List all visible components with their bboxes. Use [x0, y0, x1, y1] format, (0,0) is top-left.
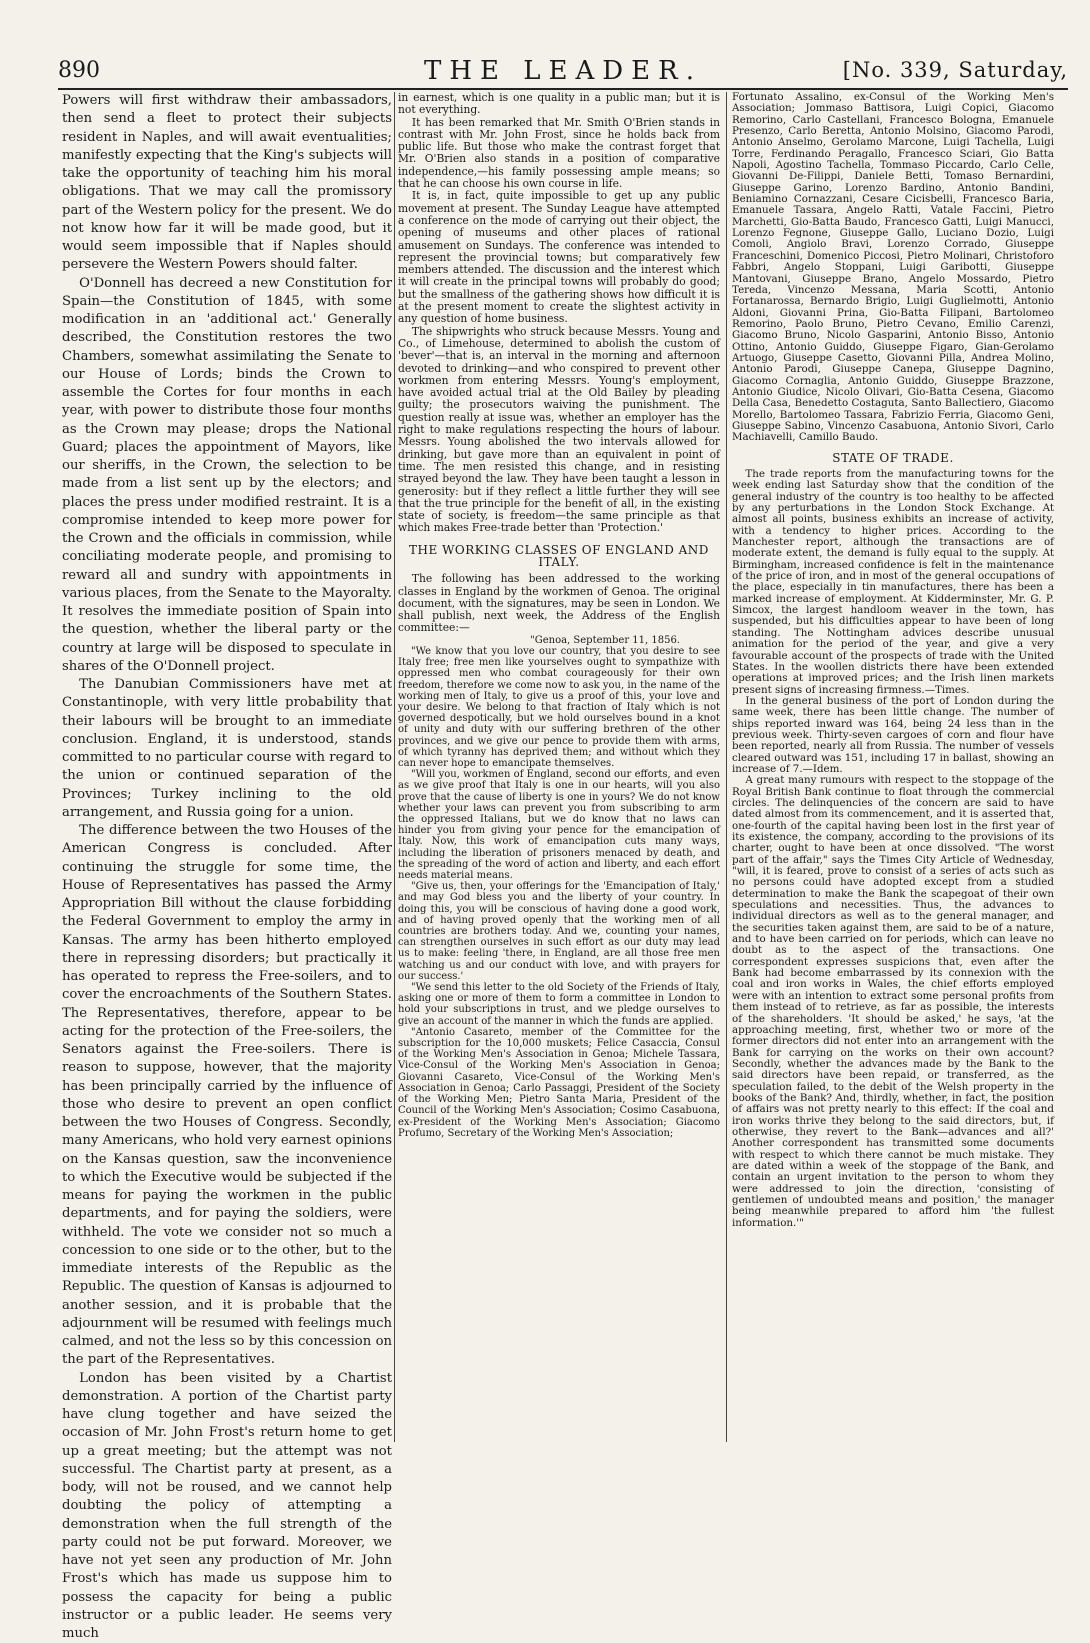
- column-divider: [394, 92, 395, 1442]
- paragraph: The difference between the two Houses of the American Congress is concluded. After continuing the struggle for some time, the House of Representatives has passed the Army Appropriation Bill without the clause forbidding the Federal Government to employ the army in Kansas. The army has been hitherto employed there in repressing disorders; but practically it has operated to repress the Free-soilers, and to cover the encroachments of the Southern States. The Representatives, therefore, appear to be acting for the protection of the Free-soilers, the Senators against the Free-soilers. There is reason to suppose, however, that the majority has been principally carried by the influence of those who desire to prevent an open conflict between the two Houses of Congress. Secondly, many Americans, who hold very earnest opinions on the Kansas question, saw the inconvenience to which the Executive would be subjected if the means for paying the workmen in the public departments, and for paying the soldiers, were withheld. The vote we consider not so much a concession to one side or to the other, but to the immediate interests of the Republic as the Republic. The question of Kansas is adjourned to another session, and it is probable that the adjournment will be resumed with feelings much calmed, and not the less so by this concession on the part of the Representatives.: [62, 822, 392, 1370]
- signatories-list: Fortunato Assalino, ex-Consul of the Working Men's Association; Jommaso Battisora, Luigi Copici, Giacomo Remorino, Carlo Castellani, Francesco Bologna, Emanuele Presenzo, Carlo Beretta, Antonio Molsino, Giacomo Parodi, Antonio Anselmo, Gerolamo Marcone, Luigi Tachella, Luigi Torre, Ferdinando Peragallo, Francesco Sciari, Gio Batta Napoli, Agostino Tachella, Tommaso Piccardo, Carlo Celle, Giovanni De-Filippi, Daniele Betti, Tomaso Bernardini, Giuseppe Garino, Lorenzo Bardino, Antonio Bandini, Beniamino Cornazzani, Cesare Cicisbelli, Francesco Baria, Emanuele Tassara, Angelo Ratti, Vatale Faccini, Pietro Marchetti, Gio-Batta Baudo, Francesco Gatti, Luigi Manucci, Lorenzo Fegnone, Giuseppe Gallo, Luciano Dozio, Luigi Comoli, Angiolo Bravi, Lorenzo Corrado, Giuseppe Franceschini, Domenico Piccosi, Pietro Molinari, Christoforo Fabbri, Angelo Stoppani, Luigi Garibotti, Giuseppe Mantovani, Giuseppe Brano, Angelo Mossardo, Pietro Tereda, Vincenzo Messana, Maria Scotti, Antonio Fortanarossa, Bernardo Brigio, Luigi Guglielmotti, Antonio Aldoni, Giovanni Prina, Gio-Batta Filipani, Bartolomeo Remorino, Paolo Bruno, Pietro Cevano, Emilio Carenzi, Giacomo Bruno, Nicolo Gasparini, Antonio Bisso, Antonio Ottino, Antonio Guiddo, Giuseppe Figaro, Gian-Gerolamo Artuogo, Giuseppe Casetto, Giovanni Pilla, Andrea Molino, Antonio Parodi, Giuseppe Canepa, Giuseppe Dagnino, Giacomo Cornaglia, Antonio Guiddo, Giuseppe Brazzone, Antonio Giudice, Nicolo Olivari, Gio-Batta Cesena, Giacomo Della Casa, Benedetto Costaguta, Santo Ballectiero, Giacomo Morello, Bartolomeo Tassara, Fabrizio Ferria, Giacomo Geni, Giuseppe Sabino, Vincenzo Casabuona, Antonio Sivori, Carlo Machiavelli, Camillo Baudo.: [732, 92, 1054, 444]
- letter-dateline: "Genoa, September 11, 1856.: [398, 635, 680, 646]
- quoted-paragraph: "We send this letter to the old Society of the Friends of Italy, asking one or more of them to form a committee in London to hold your subscriptions in trust, and we pledge ourselves to give an account of the manner in which the funds are applied.: [398, 982, 720, 1027]
- column-right: [732, 92, 1054, 1442]
- paragraph: The following has been addressed to the working classes in England by the workmen of Genoa. The original document, with the signatures, may be seen in London. We shall publish, next week, the Address of the English committee:—: [398, 573, 720, 634]
- paragraph: in earnest, which is one quality in a public man; but it is not everything.: [398, 92, 720, 117]
- quoted-paragraph: "Give us, then, your offerings for the 'Emancipation of Italy,' and may God bless you and the liberty of your country. In doing this, you will be conscious of having done a good work, and of having proved openly that the working men of all countries are brothers today. And we, counting your names, can strengthen ourselves in such effort as our duty may lead us to make: feeling 'there, in England, are all those free men watching us and our conduct with love, and with prayers for our success.': [398, 881, 720, 982]
- paragraph: The trade reports from the manufacturing towns for the week ending last Saturday show that the condition of the general industry of the country is too healthy to be affected by any perturbations in the London Stock Exchange. At almost all points, business exhibits an increase of activity, with a tendency to higher prices. According to the Manchester report, although the transactions are of moderate extent, the demand is fully equal to the supply. At Birmingham, increased confidence is felt in the maintenance of the price of iron, and in most of the general occupations of the place, especially in tin manufactures, there has been a marked increase of employment. At Kidderminster, Mr. G. P. Simcox, the largest handloom weaver in the town, has suspended, but his difficulties appear to have been of long standing. The Nottingham advices describe unusual animation for the period of the year, and give a very favourable account of the prospects of trade with the United States. In the woollen districts there have been extended operations at improved prices; and the Irish linen markets present signs of increasing firmness.—Times.: [732, 469, 1054, 696]
- column-middle: [398, 92, 720, 1442]
- paragraph: London has been visited by a Chartist demonstration. A portion of the Chartist party have clung together and have seized the occasion of Mr. John Frost's return home to get up a great meeting; but the attempt was not successful. The Chartist party at present, as a body, will not be roused, and we cannot help doubting the policy of attempting a demonstration when the full strength of the party could not be put forward. Moreover, we have not yet seen any production of Mr. John Frost's which has made us suppose him to possess the capacity for being a public instructor or a public leader. He seems very much: [62, 1370, 392, 1643]
- quoted-paragraph: "We know that you love our country, that you desire to see Italy free; free men like yourselves ought to sympathize with oppressed men who combat courageously for their own freedom, therefore we come now to ask you, in the name of the working men of Italy, to give us a proof of this, your love and your desire. We belong to that fraction of Italy which is not governed despotically, but we hold ourselves bound in a knot of unity and duty with our suffering brethren of the other provinces, and we give our pence to provide them with arms, of which tyranny has deprived them; and without which they can never hope to emancipate themselves.: [398, 646, 720, 769]
- paragraph: The Danubian Commissioners have met at Constantinople, with very little probability that their labours will be brought to an immediate conclusion. England, it is understood, stands committed to no particular course with regard to the union or continued separation of the Provinces; Turkey inclining to the old arrangement, and Russia going for a union.: [62, 676, 392, 822]
- paragraph: The shipwrights who struck because Messrs. Young and Co., of Limehouse, determined to abolish the custom of 'bever'—that is, an interval in the morning and afternoon devoted to drinking—and who conspired to prevent other workmen from entering Messrs. Young's employment, have avoided actual trial at the Old Bailey by pleading guilty; the prosecutors waiving the punishment. The question really at issue was, whether an employer has the right to make regulations respecting the hours of labour. Messrs. Young abolished the two intervals allowed for drinking, but gave more than an equivalent in point of time. The men resisted this change, and in resisting strayed beyond the law. They have been taught a lesson in generosity: but if they reflect a little further they will see that the true principle for the benefit of all, in the existing state of society, is freedom—the same principle as that which makes Free-trade better than 'Protection.': [398, 326, 720, 535]
- newspaper-title: THE LEADER.: [58, 56, 1068, 86]
- paragraph: It has been remarked that Mr. Smith O'Brien stands in contrast with Mr. John Frost, since he holds back from public life. But those who make the contrast forget that Mr. O'Brien also stands in a position of comparative independence,—his family possessing ample means; so that he can choose his own course in life.: [398, 117, 720, 191]
- quoted-paragraph: "Will you, workmen of England, second our efforts, and even as we give proof that Italy is one in our hearts, will you also prove that the cause of liberty is one in yours? We do not know whether your laws can prevent you from subscribing to arm the oppressed Italians, but we do know that no laws can hinder you from giving your pence for the emancipation of Italy. Now, this work of emancipation cuts many ways, including the liberation of prisoners menaced by death, and the spreading of the word of action and liberty, and each effort needs material means.: [398, 769, 720, 881]
- signatories: "Antonio Casareto, member of the Committee for the subscription for the 10,000 muskets; Felice Casaccia, Consul of the Working Men's Association in Genoa; Michele Tassara, Vice-Consul of the Working Men's Association in Genoa; Giovanni Casareto, Vice-Consul of the Working Men's Association in Genoa; Carlo Passaggi, President of the Society of the Working Men; Pietro Santa Maria, President of the Council of the Working Men's Association; Cosimo Casabuona, ex-President of the Working Men's Association; Giacomo Profumo, Secretary of the Working Men's Association;: [398, 1027, 720, 1139]
- header-rule: [58, 88, 1068, 90]
- section-heading: STATE OF TRADE.: [732, 453, 1054, 464]
- paragraph: It is, in fact, quite impossible to get up any public movement at present. The Sunday League have attempted a conference on the mode of carrying out their object, the opening of museums and other places of rational amusement on Sundays. The conference was intended to represent the provincial towns; but comparatively few members attended. The discussion and the interest which it will create in the principal towns will probably do good; but the smallness of the gathering shows how difficult it is at the present moment to create the slightest activity in any question of home business.: [398, 190, 720, 325]
- column-left: [62, 92, 392, 1442]
- page-number: 890: [58, 58, 100, 83]
- paragraph: In the general business of the port of London during the same week, there has been little change. The number of ships reported inward was 164, being 24 less than in the previous week. Thirty-seven cargoes of corn and flour have been reported, nearly all from Russia. The number of vessels cleared outward was 151, including 17 in ballast, showing an increase of 7.—Idem.: [732, 696, 1054, 775]
- paragraph: O'Donnell has decreed a new Constitution for Spain—the Constitution of 1845, with some modification in an 'additional act.' Generally described, the Constitution restores the two Chambers, somewhat assimilating the Senate to our House of Lords; binds the Crown to assemble the Cortes for four months in each year, with power to distribute those four months as the Crown may please; drops the National Guard; places the appointment of Mayors, like our sheriffs, in the Crown, the selection to be made from a list sent up by the electors; and places the press under modified restraint. It is a compromise intended to keep more power for the Crown and the officials in commission, while conciliating moderate people, and promising to reward all and sundry with appointments in various places, from the Senate to the Mayoralty. It resolves the immediate position of Spain into the question, whether the liberal party or the country at large will be disposed to speculate in shares of the O'Donnell project.: [62, 275, 392, 677]
- issue-label: [No. 339, Saturday,: [843, 58, 1068, 82]
- section-heading: THE WORKING CLASSES OF ENGLAND AND ITALY.: [398, 544, 720, 569]
- paragraph: A great many rumours with respect to the stoppage of the Royal British Bank continue to float through the commercial circles. The delinquencies of the concern are said to have dated almost from its commencement, and it is asserted that, one-fourth of the capital having been lost in the first year of its existence, the company, according to the provisions of its charter, ought to have been at once dissolved. "The worst part of the affair," says the Times City Article of Wednesday, "will, it is feared, prove to consist of a series of acts such as no persons could have adopted except from a studied determination to make the Bank the scapegoat of their own speculations and necessities. Thus, the advances to individual directors as well as to the general manager, and the securities taken against them, are said to be of a nature, and to have been carried on for periods, which can leave no doubt as to the aspect of the transactions. One correspondent expresses suspicions that, even after the Bank had become embarrassed by its connexion with the coal and iron works in Wales, the chief efforts employed were with an intention to extract some personal profits from them instead of to retrieve, as far as possible, the interests of the shareholders. 'It should be asked,' he says, 'at the approaching meeting, first, whether two or more of the former directors did not enter into an arrangement with the Bank for carrying on the works on their own account? Secondly, whether the advances made by the Bank to the said directors have been repaid, or transferred, as the speculation failed, to the debit of the Welsh property in the books of the Bank? And, thirdly, whether, in fact, the position of affairs was not pretty nearly to this effect: If the coal and iron works thrive they belong to the said directors, but, if otherwise, they revert to the Bank—advances and all?' Another correspondent has transmitted some documents with respect to which there cannot be much mistake. They are dated within a week of the stoppage of the Bank, and contain an urgent invitation to the person to whom they were addressed to join the direction, 'consisting of gentlemen of undoubted means and position,' the manager being meanwhile prepared to afford him 'the fullest information.'": [732, 775, 1054, 1229]
- column-divider: [726, 92, 727, 1442]
- paragraph: Powers will first withdraw their ambassadors, then send a fleet to protect their subjects resident in Naples, and will await eventualities; manifestly expecting that the King's subjects will take the opportunity of teaching him his moral obligations. That we may call the promissory part of the Western policy for the present. We do not know how far it will be made good, but it would seem impossible that if Naples should persevere the Western Powers should falter.: [62, 92, 392, 275]
- page-header: [58, 56, 1068, 86]
